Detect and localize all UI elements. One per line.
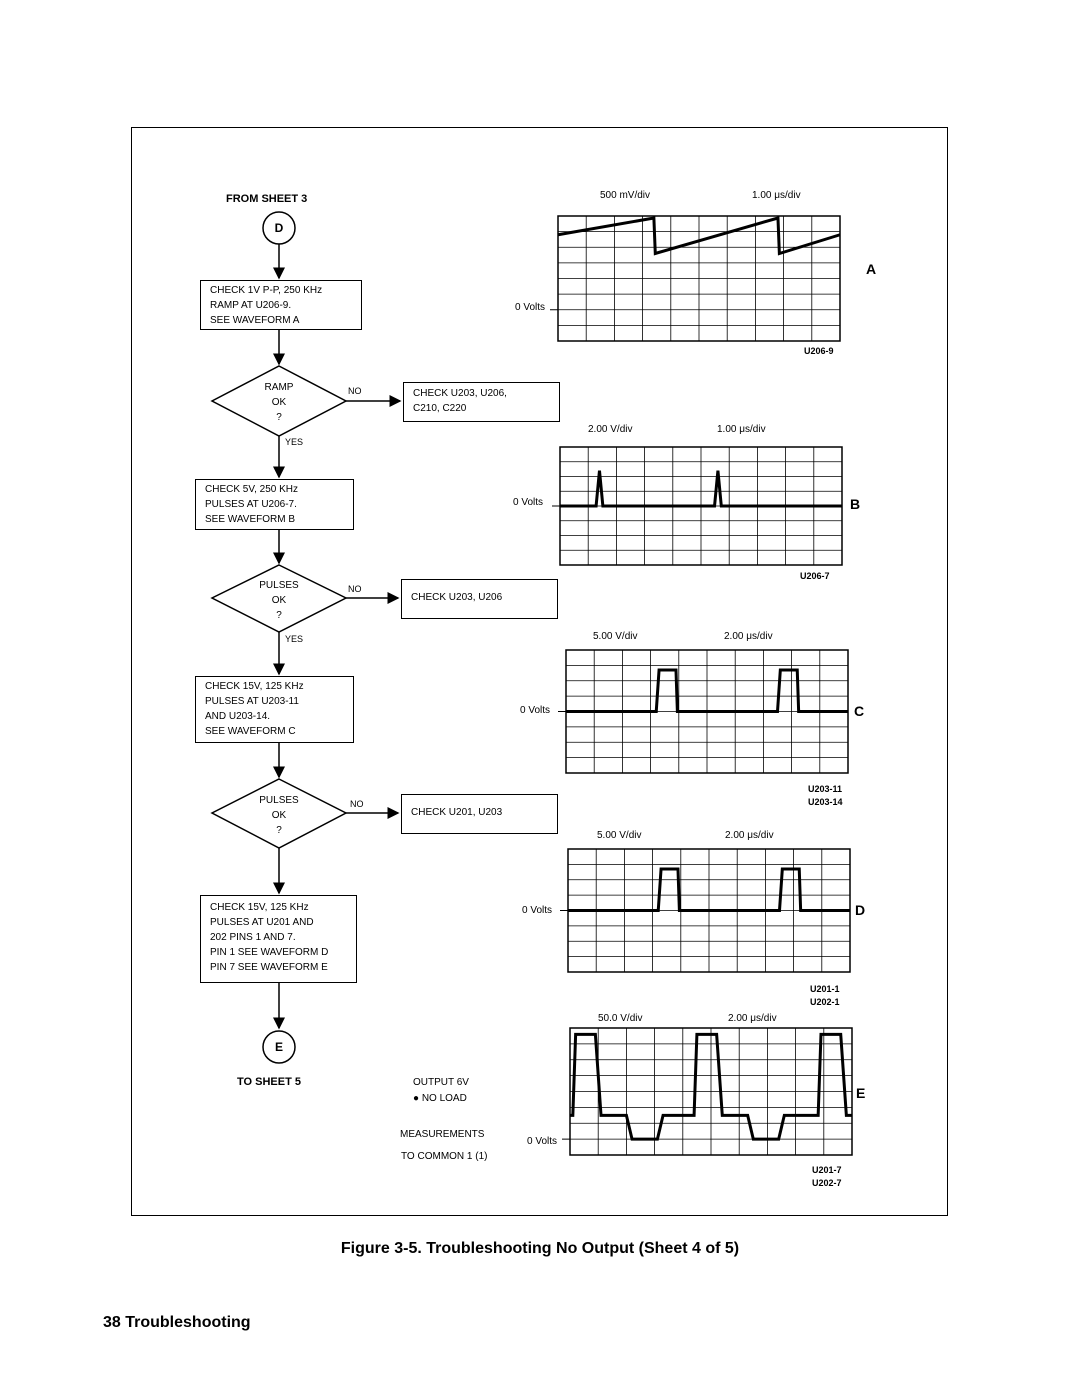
probe-point-label: U202-7 <box>812 1178 842 1188</box>
diamond-1-text <box>239 380 319 425</box>
zero-volts-label: 0 Volts <box>520 705 551 716</box>
time-per-div-label: 2.00 μs/div <box>724 631 773 642</box>
probe-point-label: U202-1 <box>810 997 840 1007</box>
time-per-div-label: 1.00 μs/div <box>717 424 766 435</box>
to-sheet-label: TO SHEET 5 <box>237 1076 301 1088</box>
box-2-line: SEE WAVEFORM B <box>205 514 296 525</box>
zero-volts-label: 0 Volts <box>513 497 544 508</box>
no-label-3: NO <box>350 799 364 809</box>
note-common: TO COMMON 1 (1) <box>401 1151 488 1162</box>
probe-point-label: U203-14 <box>808 797 843 807</box>
connector-end-label: E <box>274 1040 283 1054</box>
note-output: OUTPUT 6V <box>413 1077 469 1088</box>
box-1-line: SEE WAVEFORM A <box>210 315 300 326</box>
box-3-no-line: CHECK U201, U203 <box>411 807 503 818</box>
diamond-2-line: OK <box>271 595 287 606</box>
diamond-3-line: OK <box>271 810 287 821</box>
check-box-1-no <box>403 382 560 422</box>
diamond-1-line: RAMP <box>264 382 294 393</box>
box-1-no-line: CHECK U203, U206, <box>413 388 507 399</box>
from-sheet-label: FROM SHEET 3 <box>226 193 308 205</box>
check-box-1 <box>200 280 362 330</box>
page-footer: 38 Troubleshooting <box>103 1314 251 1331</box>
box-4-line: CHECK 15V, 125 KHz <box>210 902 309 913</box>
box-4-line: PIN 1 SEE WAVEFORM D <box>210 947 329 958</box>
check-box-2 <box>195 479 354 530</box>
check-box-2-no <box>401 579 558 619</box>
box-2-no-line: CHECK U203, U206 <box>411 592 503 603</box>
note-no-load: ● NO LOAD <box>413 1093 467 1104</box>
diamond-1-line: OK <box>271 397 287 408</box>
box-1-line: CHECK 1V P-P, 250 KHz <box>210 285 323 296</box>
waveform-letter: B <box>850 496 861 512</box>
volts-per-div-label: 5.00 V/div <box>593 631 638 642</box>
box-1-line: RAMP AT U206-9. <box>210 300 292 311</box>
box-3-line: SEE WAVEFORM C <box>205 726 296 737</box>
volts-per-div-label: 2.00 V/div <box>588 424 633 435</box>
diamond-3-line: ? <box>276 825 282 836</box>
box-4-line: PULSES AT U201 AND <box>210 917 314 928</box>
volts-per-div-label: 500 mV/div <box>600 190 651 201</box>
box-1-no-line: C210, C220 <box>413 403 467 414</box>
diamond-2-text <box>239 578 319 623</box>
time-per-div-label: 2.00 μs/div <box>725 830 774 841</box>
yes-label-2: YES <box>285 634 304 644</box>
waveform-letter: D <box>855 902 866 918</box>
box-3-line: PULSES AT U203-11 <box>205 696 299 707</box>
zero-volts-label: 0 Volts <box>522 905 553 916</box>
diamond-2-line: ? <box>276 610 282 621</box>
no-label-2: NO <box>348 584 362 594</box>
waveform-letter: A <box>866 261 877 277</box>
note-measurements: MEASUREMENTS <box>400 1129 485 1140</box>
probe-point-label: U206-9 <box>804 346 834 356</box>
diamond-2-line: PULSES <box>259 580 299 591</box>
time-per-div-label: 1.00 μs/div <box>752 190 801 201</box>
check-box-4 <box>200 895 357 983</box>
box-3-line: CHECK 15V, 125 KHz <box>205 681 304 692</box>
connector-start-label: D <box>274 221 284 235</box>
yes-label-1: YES <box>285 437 304 447</box>
probe-point-label: U203-11 <box>808 784 843 794</box>
volts-per-div-label: 5.00 V/div <box>597 830 642 841</box>
zero-volts-label: 0 Volts <box>515 302 546 313</box>
waveform-letter: C <box>854 703 865 719</box>
volts-per-div-label: 50.0 V/div <box>598 1013 643 1024</box>
check-box-3-no <box>401 794 558 834</box>
diamond-3-text <box>239 793 319 838</box>
probe-point-label: U206-7 <box>800 571 830 581</box>
time-per-div-label: 2.00 μs/div <box>728 1013 777 1024</box>
diamond-1-line: ? <box>276 412 282 423</box>
zero-volts-label: 0 Volts <box>527 1136 558 1147</box>
probe-point-label: U201-7 <box>812 1165 842 1175</box>
probe-point-label: U201-1 <box>810 984 840 994</box>
box-2-line: PULSES AT U206-7. <box>205 499 297 510</box>
check-box-3 <box>195 676 354 743</box>
box-4-line: 202 PINS 1 AND 7. <box>210 932 296 943</box>
no-label-1: NO <box>348 386 362 396</box>
box-2-line: CHECK 5V, 250 KHz <box>205 484 299 495</box>
diamond-3-line: PULSES <box>259 795 299 806</box>
waveform-letter: E <box>856 1085 866 1101</box>
box-4-line: PIN 7 SEE WAVEFORM E <box>210 962 328 973</box>
box-3-line: AND U203-14. <box>205 711 271 722</box>
figure-caption: Figure 3-5. Troubleshooting No Output (Sheet 4 of 5) <box>340 1240 740 1257</box>
